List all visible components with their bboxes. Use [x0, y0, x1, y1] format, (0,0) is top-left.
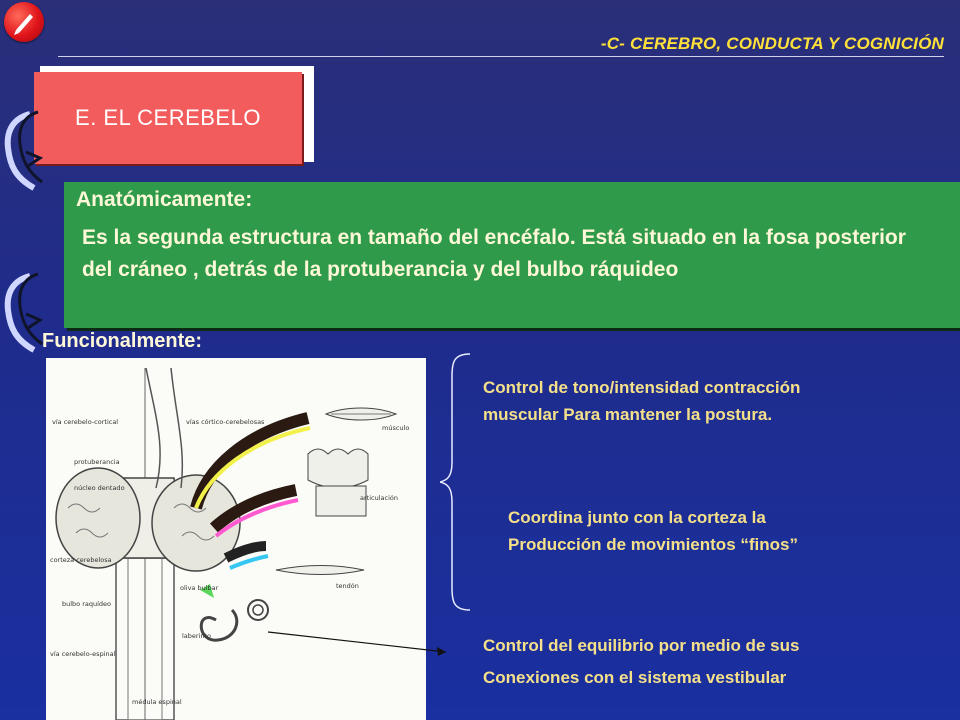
label-tendon: tendón: [336, 582, 359, 590]
function-item-line: Conexiones con el sistema vestibular: [483, 668, 787, 687]
label-nucleo-dentado: núcleo dentado: [74, 484, 125, 492]
anatomy-description: Es la segunda estructura en tamaño del encéfalo. Está situado en la fosa posterior del cráneo , detrás de la protuberancia y del bulbo ráquideo: [82, 226, 906, 281]
function-item-line: muscular Para mantener la postura.: [483, 405, 773, 424]
function-heading: Funcionalmente:: [42, 330, 203, 352]
label-corteza-cerebelosa: corteza cerebelosa: [50, 556, 112, 564]
slide-title: [34, 72, 302, 164]
header-divider: [58, 56, 944, 57]
cerebellum-diagram: [46, 358, 426, 720]
function-item-line: Control de tono/intensidad contracción: [483, 378, 801, 397]
label-via-cerebelo-cortical: vía cerebelo-cortical: [52, 418, 119, 426]
curly-brace-icon: [440, 352, 480, 612]
label-musculo: músculo: [382, 424, 410, 432]
label-protuberancia: protuberancia: [74, 458, 120, 466]
function-item-line: Coordina junto con la corteza la: [508, 508, 766, 527]
label-via-cerebelo-espinal: vía cerebelo-espinal: [50, 650, 116, 658]
label-vias-cortico-cerebelosas: vías córtico-cerebelosas: [186, 418, 265, 426]
function-item-coordination: [508, 504, 798, 558]
slide-subtitle: -C- CEREBRO, CONDUCTA Y COGNICIÓN: [600, 34, 944, 53]
slide-title-text: E. EL CEREBELO: [75, 105, 261, 130]
function-item-posture: [483, 374, 800, 428]
anatomy-heading: Anatómicamente:: [76, 188, 253, 211]
label-bulbo-raquideo: bulbo raquídeo: [62, 600, 112, 608]
scroll-bracket-icon: [0, 270, 44, 356]
function-item-balance: [483, 630, 799, 694]
scroll-bracket-icon: [0, 108, 44, 194]
function-item-line: Producción de movimientos “finos”: [508, 535, 798, 554]
label-articulacion: articulación: [360, 494, 398, 502]
pencil-badge-icon: [4, 2, 44, 42]
label-medula-espinal: médula espinal: [132, 698, 182, 706]
function-item-line: Control del equilibrio por medio de sus: [483, 636, 800, 655]
label-oliva-bulbar: oliva bulbar: [180, 584, 219, 592]
label-laberinto: laberinto: [182, 632, 212, 640]
